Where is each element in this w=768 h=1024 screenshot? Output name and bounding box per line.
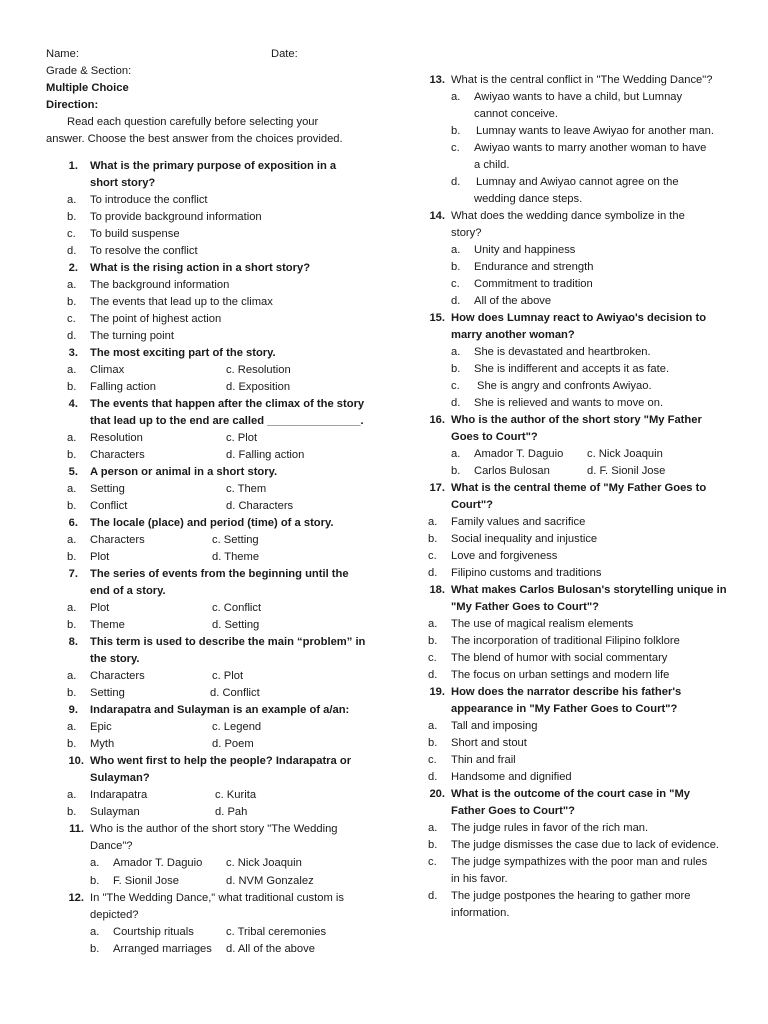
choice-d[interactable]: d. All of the above [226, 943, 315, 955]
choice-d[interactable]: Filipino customs and traditions [451, 567, 602, 579]
choice-letter: b. [67, 449, 77, 461]
question-text: The locale (place) and period (time) of a story. [90, 517, 334, 529]
choice-letter: c. [428, 856, 437, 868]
question-text: How does Lumnay react to Awiyao's decision to [451, 312, 707, 324]
choice-a[interactable]: The use of magical realism elements [451, 618, 634, 630]
choice-letter: b. [428, 737, 438, 749]
question-number: 14. [429, 210, 445, 222]
choice-letter: b. [67, 381, 77, 393]
choice-letter: b. [451, 465, 461, 477]
choice-b[interactable]: She is indifferent and accepts it as fate. [474, 363, 670, 375]
choice-d[interactable]: d. Characters [226, 500, 294, 512]
question-text-cont: appearance in "My Father Goes to Court"? [451, 703, 678, 715]
choice-letter: b. [67, 619, 77, 631]
choice-c[interactable]: The point of highest action [90, 313, 222, 325]
choice-letter: c. [428, 652, 437, 664]
question-number: 15. [429, 312, 445, 324]
choice-a[interactable]: The background information [90, 279, 230, 291]
choice-d[interactable]: d. Setting [212, 619, 260, 631]
choice-c[interactable]: She is angry and confronts Awiyao. [477, 380, 652, 392]
choice-b[interactable]: Lumnay wants to leave Awiyao for another man. [476, 125, 714, 137]
choice-letter: d. [428, 567, 438, 579]
choice-letter: d. [67, 245, 77, 257]
choice-d[interactable]: d. Pah [215, 806, 248, 818]
question-text: What is the primary purpose of exposition in a [90, 160, 337, 172]
question-number: 19. [429, 686, 445, 698]
question-text: The most exciting part of the story. [90, 347, 276, 359]
choice-b[interactable]: Myth [90, 738, 115, 750]
question-text: What is the rising action in a short story? [90, 262, 311, 274]
question-text-cont: marry another woman? [451, 329, 575, 341]
date-label: Date: [271, 48, 298, 60]
question-text: What is the central theme of "My Father Goes to [451, 482, 707, 494]
direction-heading: Direction: [46, 99, 99, 111]
choice-c[interactable]: c. Setting [212, 534, 259, 546]
question-number: 6. [68, 517, 78, 529]
choice-c[interactable]: The blend of humor with social commentary [451, 652, 668, 664]
question-text: What makes Carlos Bulosan's storytelling unique in [451, 584, 727, 596]
choice-d[interactable]: d. Conflict [210, 687, 260, 699]
choice-a[interactable]: Characters [90, 534, 145, 546]
choice-a[interactable]: She is devastated and heartbroken. [474, 346, 651, 358]
choice-letter: b. [428, 635, 438, 647]
choice-c-cont: in his favor. [451, 873, 508, 885]
choice-c[interactable]: Love and forgiveness [451, 550, 558, 562]
choice-letter: d. [67, 330, 77, 342]
choice-b[interactable]: F. Sionil Jose [113, 875, 179, 887]
choice-b[interactable]: Characters [90, 449, 145, 461]
choice-a[interactable]: Indarapatra [90, 789, 148, 801]
choice-c[interactable]: c. Plot [212, 670, 244, 682]
question-text-cont: Father Goes to Court"? [451, 805, 576, 817]
choice-b[interactable]: Social inequality and injustice [451, 533, 598, 545]
choice-a[interactable]: Epic [90, 721, 112, 733]
choice-d[interactable]: d. Exposition [226, 381, 291, 393]
choice-letter: a. [451, 244, 461, 256]
direction-text-line2: answer. Choose the best answer from the choices provided. [46, 133, 343, 145]
choice-a[interactable]: Family values and sacrifice [451, 516, 586, 528]
choice-letter: a. [451, 346, 461, 358]
question-text: Who is the author of the short story "My Father [451, 414, 702, 426]
question-text: Indarapatra and Sulayman is an example of a/an: [90, 704, 350, 716]
choice-letter: d. [428, 771, 438, 783]
question-text-cont: Goes to Court"? [451, 431, 538, 443]
question-text: The events that happen after the climax of the story [90, 398, 365, 410]
choice-letter: a. [67, 194, 77, 206]
choice-c[interactable]: c. Plot [226, 432, 258, 444]
choice-d-cont: wedding dance steps. [474, 193, 583, 205]
choice-letter: b. [67, 296, 77, 308]
question-number: 18. [429, 584, 445, 596]
choice-a[interactable]: Awiyao wants to have a child, but Lumnay [474, 91, 683, 103]
choice-c[interactable]: c. Legend [212, 721, 262, 733]
question-text: What is the outcome of the court case in "My [451, 788, 691, 800]
question-text: This term is used to describe the main “problem” in [90, 636, 366, 648]
question-text-cont: Dance"? [90, 840, 133, 852]
question-number: 16. [429, 414, 445, 426]
choice-letter: c. [451, 142, 460, 154]
choice-d[interactable]: d. Falling action [226, 449, 305, 461]
choice-d[interactable]: All of the above [474, 295, 552, 307]
choice-d[interactable]: The turning point [90, 330, 174, 342]
choice-a[interactable]: Plot [90, 602, 110, 614]
choice-b[interactable]: Setting [90, 687, 125, 699]
choice-letter: a. [428, 720, 438, 732]
choice-letter: a. [67, 483, 77, 495]
choice-b[interactable]: Carlos Bulosan [474, 465, 550, 477]
choice-a[interactable]: Amador T. Daguio [474, 448, 564, 460]
choice-d[interactable]: d. F. Sionil Jose [587, 465, 666, 477]
choice-letter: c. [428, 550, 437, 562]
question-text: What does the wedding dance symbolize in the [451, 210, 685, 222]
choice-b[interactable]: Theme [90, 619, 125, 631]
choice-a[interactable]: The judge rules in favor of the rich man. [451, 822, 649, 834]
choice-b[interactable]: Conflict [90, 500, 128, 512]
choice-a[interactable]: To introduce the conflict [90, 194, 208, 206]
question-text: What is the central conflict in "The Wedding Dance"? [451, 74, 713, 86]
choice-letter: b. [67, 806, 77, 818]
choice-c[interactable]: c. Resolution [226, 364, 291, 376]
choice-letter: a. [90, 926, 100, 938]
choice-b[interactable]: To provide background information [90, 211, 262, 223]
question-text-cont: the story. [90, 653, 140, 665]
choice-letter: a. [67, 670, 77, 682]
choice-c[interactable]: Awiyao wants to marry another woman to have [474, 142, 707, 154]
choice-letter: a. [67, 432, 77, 444]
choice-b[interactable]: Arranged marriages [113, 943, 212, 955]
choice-letter: b. [67, 687, 77, 699]
question-number: 13. [429, 74, 445, 86]
question-text: Who is the author of the short story "The Wedding [90, 823, 338, 835]
choice-a[interactable]: Amador T. Daguio [113, 857, 203, 869]
choice-letter: a. [67, 721, 77, 733]
choice-a[interactable]: Setting [90, 483, 125, 495]
question-number: 17. [429, 482, 445, 494]
choice-letter: a. [67, 364, 77, 376]
choice-b[interactable]: The events that lead up to the climax [90, 296, 273, 308]
choice-letter: a. [67, 602, 77, 614]
question-number: 9. [68, 704, 78, 716]
question-number: 11. [69, 823, 84, 835]
choice-c[interactable]: c. Nick Joaquin [587, 448, 663, 460]
choice-b[interactable]: The judge dismisses the case due to lack of evidence. [451, 839, 720, 851]
choice-a[interactable]: Tall and imposing [451, 720, 538, 732]
choice-c[interactable]: c. Them [226, 483, 267, 495]
question-number: 10. [68, 755, 84, 767]
choice-b[interactable]: Falling action [90, 381, 156, 393]
choice-letter: a. [67, 789, 77, 801]
choice-letter: d. [428, 669, 438, 681]
choice-b[interactable]: Sulayman [90, 806, 140, 818]
question-text-cont: end of a story. [90, 585, 166, 597]
choice-c-cont: a child. [474, 159, 510, 171]
choice-letter: d. [428, 890, 438, 902]
choice-letter: b. [67, 551, 77, 563]
question-text-cont: Court"? [451, 499, 493, 511]
name-label: Name: [46, 48, 79, 60]
choice-c[interactable]: Commitment to tradition [474, 278, 593, 290]
choice-letter: b. [90, 943, 100, 955]
question-text-cont: depicted? [90, 909, 139, 921]
choice-c[interactable]: c. Nick Joaquin [226, 857, 302, 869]
question-text-cont: "My Father Goes to Court"? [451, 601, 599, 613]
choice-letter: a. [67, 534, 77, 546]
question-number: 8. [68, 636, 78, 648]
choice-a[interactable]: Resolution [90, 432, 143, 444]
choice-letter: b. [451, 125, 461, 137]
choice-c[interactable]: The judge sympathizes with the poor man and rules [451, 856, 708, 868]
choice-letter: c. [451, 278, 460, 290]
choice-letter: c. [451, 380, 460, 392]
question-text-cont: short story? [90, 177, 156, 189]
choice-letter: a. [428, 822, 438, 834]
question-text: The series of events from the beginning until the [90, 568, 349, 580]
question-text: In "The Wedding Dance," what traditional custom is [90, 892, 344, 904]
choice-letter: a. [67, 279, 77, 291]
question-text-cont: Sulayman? [90, 772, 150, 784]
choice-d[interactable]: d. Theme [212, 551, 260, 563]
choice-letter: c. [428, 754, 437, 766]
question-number: 2. [68, 262, 78, 274]
choice-letter: a. [428, 516, 438, 528]
choice-a-cont: cannot conceive. [474, 108, 558, 120]
choice-a[interactable]: Characters [90, 670, 145, 682]
choice-letter: b. [451, 363, 461, 375]
choice-d[interactable]: d. NVM Gonzalez [226, 875, 314, 887]
choice-letter: d. [451, 295, 461, 307]
question-text: How does the narrator describe his father's [451, 686, 682, 698]
choice-d[interactable]: She is relieved and wants to move on. [474, 397, 664, 409]
choice-a[interactable]: Courtship rituals [113, 926, 194, 938]
choice-a[interactable]: Unity and happiness [474, 244, 576, 256]
choice-c[interactable]: c. Tribal ceremonies [226, 926, 327, 938]
question-text: A person or animal in a short story. [90, 466, 278, 478]
choice-letter: c. [67, 228, 76, 240]
direction-text-line1: Read each question carefully before selecting your [67, 116, 319, 128]
choice-b[interactable]: Short and stout [451, 737, 527, 749]
question-number: 3. [68, 347, 78, 359]
choice-letter: a. [451, 448, 461, 460]
question-number: 1. [68, 160, 78, 172]
choice-d[interactable]: To resolve the conflict [90, 245, 198, 257]
question-number: 7. [68, 568, 78, 580]
choice-d-cont: information. [451, 907, 510, 919]
choice-letter: a. [428, 618, 438, 630]
choice-d[interactable]: The focus on urban settings and modern life [451, 669, 670, 681]
question-number: 12. [68, 892, 84, 904]
choice-c[interactable]: c. Kurita [215, 789, 257, 801]
choice-d[interactable]: Handsome and dignified [451, 771, 572, 783]
choice-b[interactable]: Endurance and strength [474, 261, 594, 273]
test-type-heading: Multiple Choice [46, 82, 129, 94]
choice-letter: a. [451, 91, 461, 103]
question-number: 4. [68, 398, 78, 410]
choice-letter: b. [428, 839, 438, 851]
question-number: 20. [429, 788, 445, 800]
choice-a[interactable]: Climax [90, 364, 125, 376]
choice-c[interactable]: Thin and frail [451, 754, 516, 766]
question-text: Who went first to help the people? Indarapatra or [90, 755, 352, 767]
question-text-cont: story? [451, 227, 482, 239]
choice-letter: b. [90, 875, 100, 887]
choice-letter: b. [67, 738, 77, 750]
choice-letter: b. [428, 533, 438, 545]
choice-c[interactable]: To build suspense [90, 228, 180, 240]
choice-letter: d. [451, 397, 461, 409]
question-text-cont: that lead up to the end are called _______________. [90, 415, 364, 427]
choice-letter: b. [67, 211, 77, 223]
choice-letter: b. [451, 261, 461, 273]
choice-d[interactable]: Lumnay and Awiyao cannot agree on the [476, 176, 679, 188]
choice-letter: d. [451, 176, 461, 188]
choice-b[interactable]: The incorporation of traditional Filipino folklore [451, 635, 680, 647]
question-number: 5. [68, 466, 78, 478]
grade-section-label: Grade & Section: [46, 65, 132, 77]
choice-d[interactable]: d. Poem [212, 738, 254, 750]
choice-letter: a. [90, 857, 100, 869]
choice-c[interactable]: c. Conflict [212, 602, 262, 614]
choice-letter: c. [67, 313, 76, 325]
choice-d[interactable]: The judge postpones the hearing to gather more [451, 890, 691, 902]
choice-letter: b. [67, 500, 77, 512]
choice-b[interactable]: Plot [90, 551, 110, 563]
